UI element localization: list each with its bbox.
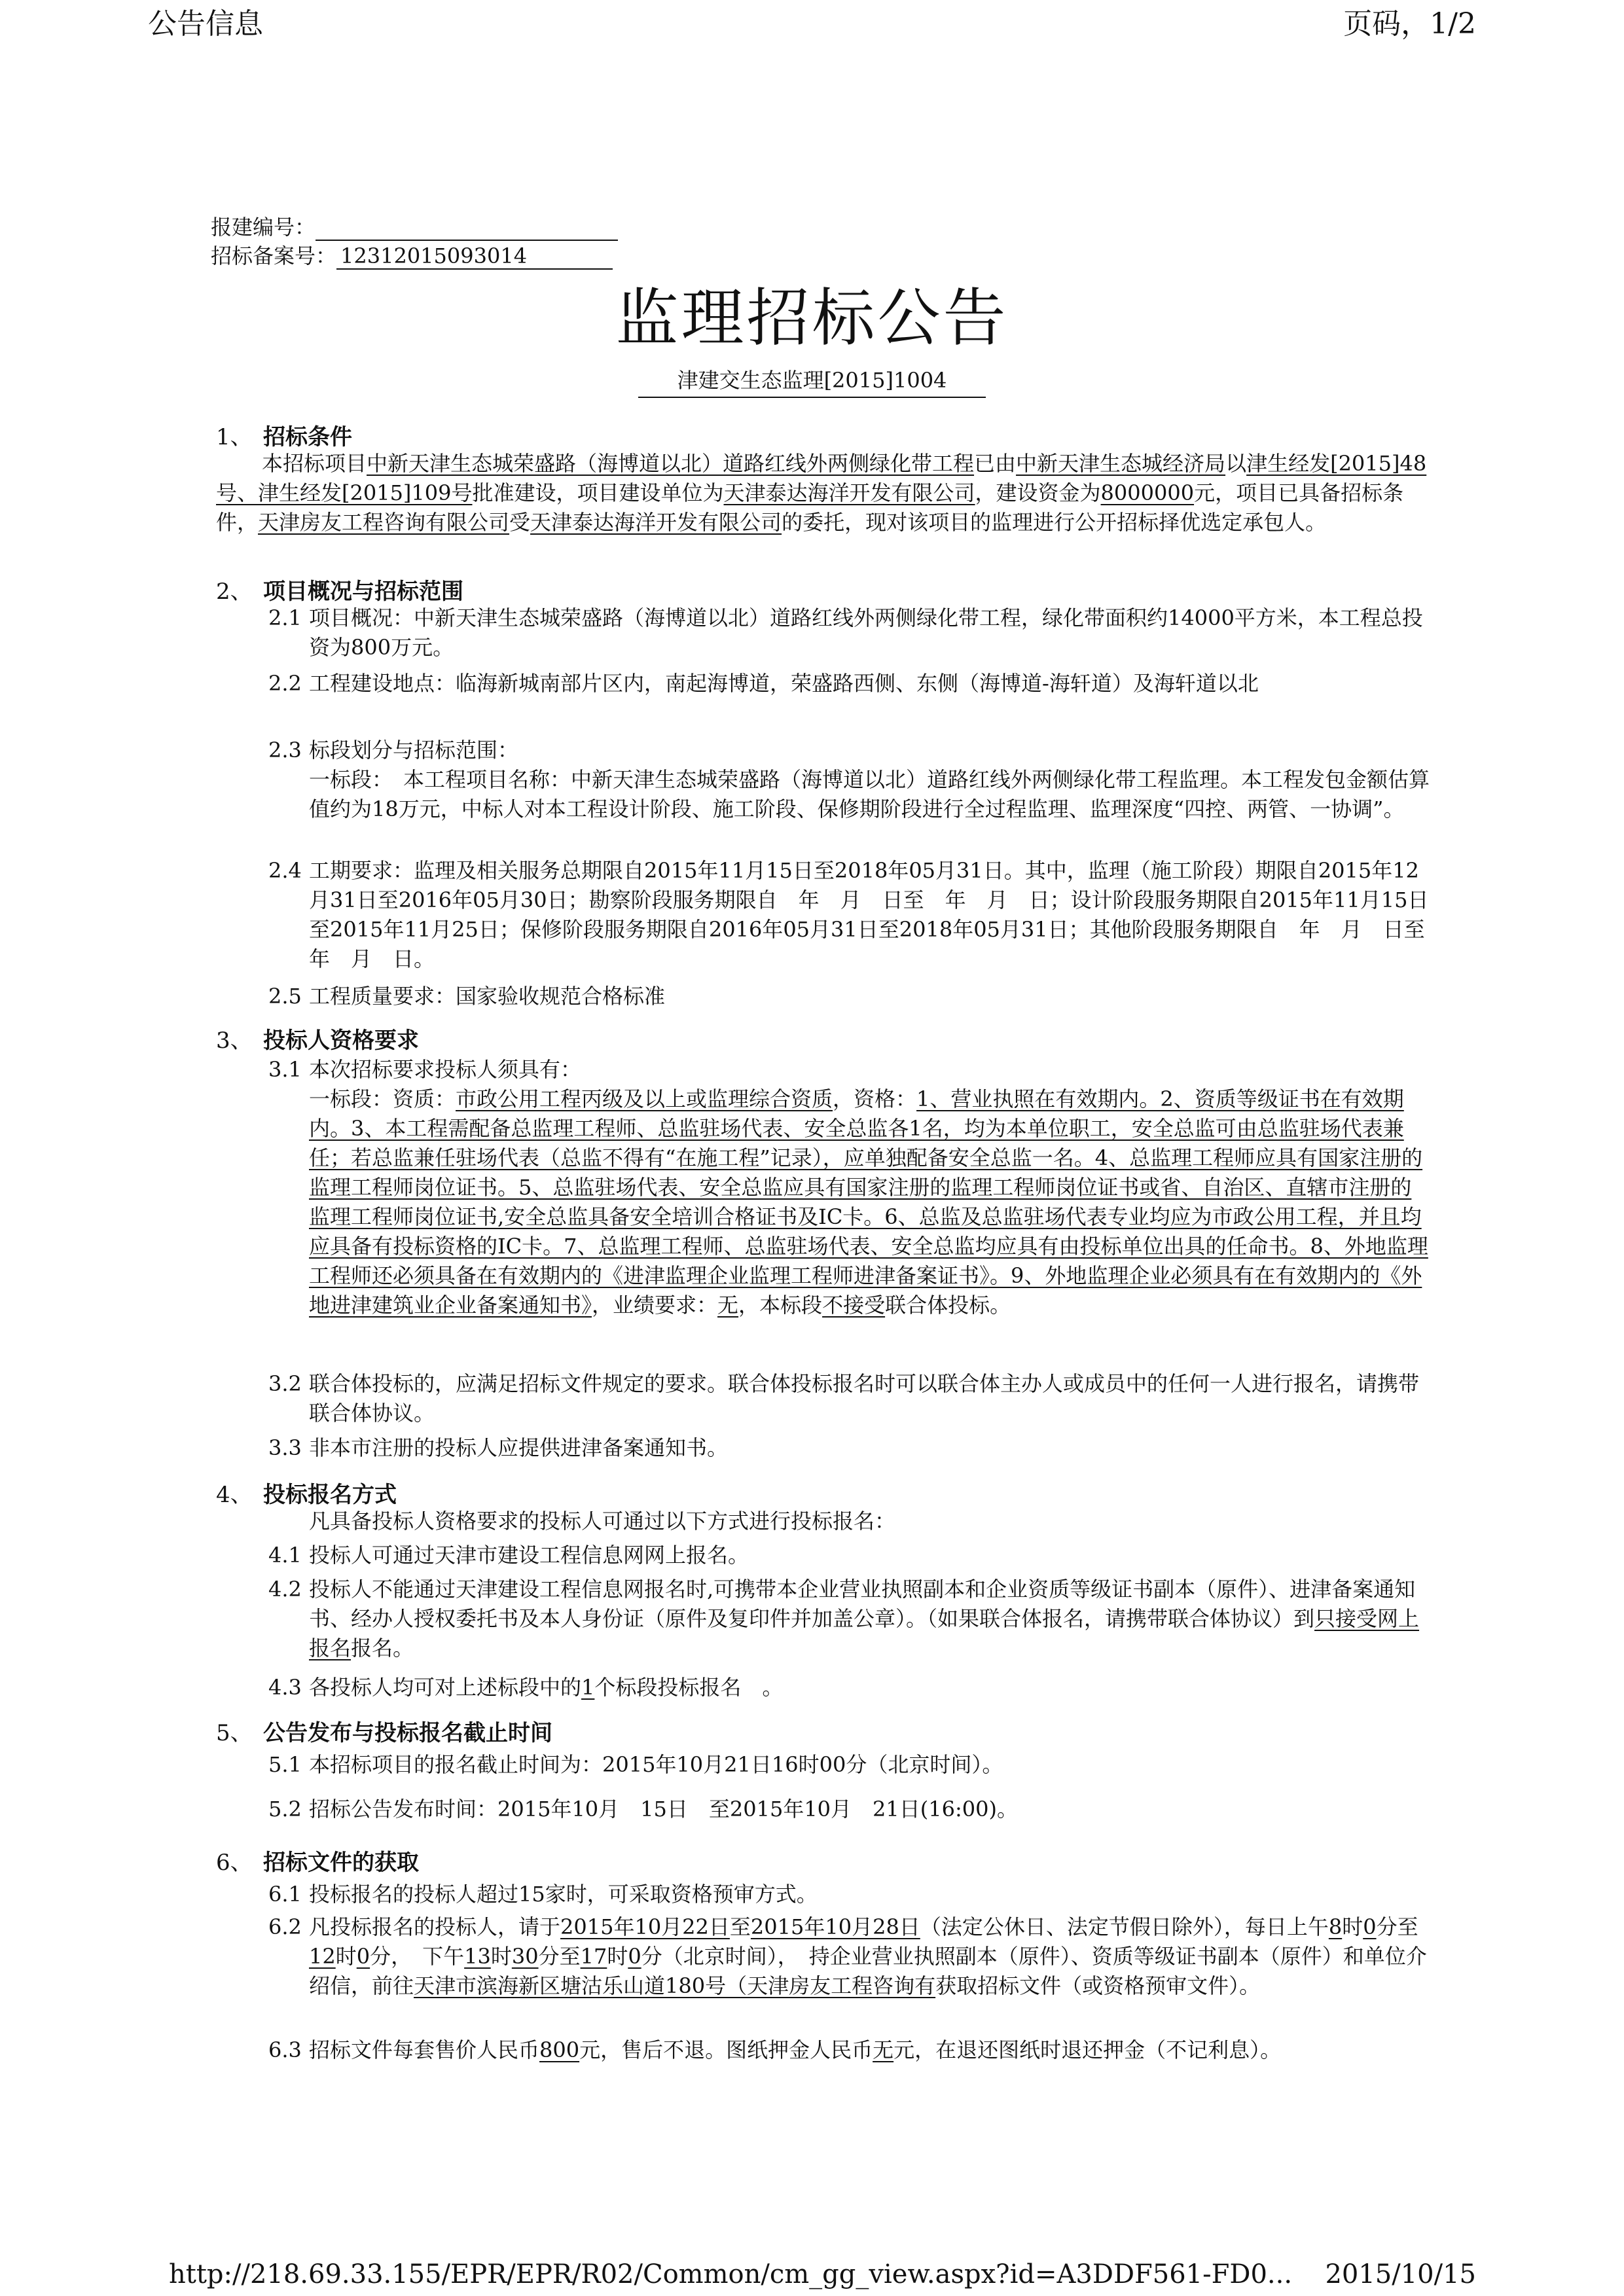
item-3-3: 3.3 非本市注册的投标人应提供进津备案通知书。 — [268, 1435, 729, 1460]
item-3-1: 3.1 本次招标要求投标人须具有： 一标段：资质：市政公用工程丙级及以上或监理综合资质，资格：1、营业执照在有效期内。2、资质等级证书在有效期内。3、本工程需配备总监理工程师、总监驻场代表、安全总监各1名，均为本单位职工，安全总监可由总监驻场代表兼任；若总监兼任驻场代表（总监不得有“在施工程”记录），应单独配备安全总监一名。4、总监理工程师应具有国家注册的监理工程师岗位证书。5、总监驻场代表、安全总监应具有国家注册的监理工程师岗位证书或省、自治区、直辖市注册的监理工程师岗位证书,安全总监具备安全培训合格证书及IC卡。6、总监及总监驻场代表专业均应为市政公用工程，并且均应具备有投标资格的IC卡。7、总监理工程师、总监驻场代表、安全总监均应具有由投标单位出具的任命书。8、外地监理工程师还必须具备在有效期内的《进津监理企业监理工程师进津备案证书》。9、外地监理企业必须具有在有效期内的《外地进津建筑业企业备案通知书》，业绩要求：无，本标段不接受联合体投标。 — [268, 1057, 1428, 1318]
project-name: 中新天津生态城荣盛路（海博道以北）道路红线外两侧绿化带工程 — [367, 451, 975, 476]
registration-place: 只接受网上报名 — [309, 1606, 1420, 1660]
lot-count: 1 — [581, 1675, 595, 1700]
consortium: 不接受 — [822, 1293, 886, 1318]
item-5-1: 5.1 本招标项目的报名截止时间为：2015年10月21日16时00分（北京时间）。 — [268, 1752, 1003, 1777]
fund: 8000000 — [1100, 480, 1195, 505]
item-4-3: 4.3 各投标人均可对上述标段中的1个标段投标报名 。 — [268, 1675, 784, 1700]
baojian-label: 报建编号： — [211, 215, 316, 240]
section-4-title: 投标报名方式 — [263, 1482, 397, 1508]
performance: 无 — [717, 1293, 739, 1318]
section-3-num: 3、 — [216, 1028, 253, 1054]
item-4-1: 4.1 投标人可通过天津市建设工程信息网网上报名。 — [268, 1543, 749, 1568]
header-left: 公告信息 — [148, 7, 263, 41]
date-from: 2015年10月22日 — [560, 1914, 730, 1939]
section-4-num: 4、 — [216, 1482, 253, 1508]
section-5-heading — [216, 1715, 552, 1747]
section-3-heading — [216, 1022, 419, 1054]
item-4-2: 4.2 投标人不能通过天津建设工程信息网报名时,可携带本企业营业执照副本和企业资质等级证书副本（原件）、进津备案通知书、经办人授权委托书及本人身份证（原件及复印件并加盖公章）。（如果联合体报名，请携带联合体协议）到只接受网上报名报名。 — [268, 1577, 1420, 1660]
qualification: 市政公用工程丙级及以上或监理综合资质 — [456, 1086, 833, 1111]
section-4-heading — [216, 1477, 397, 1509]
section-1-body: 本招标项目中新天津生态城荣盛路（海博道以北）道路红线外两侧绿化带工程已由中新天津生态城经济局以津生经发[2015]48号、津生经发[2015]109号批准建设，项目建设单位为天津泰达海洋开发有限公司，建设资金为8000000元，项目已具备招标条件，天津房友工程咨询有限公司受天津泰达海洋开发有限公司的委托，现对该项目的监理进行公开招标择优选定承包人。 — [216, 451, 1427, 535]
address: 天津市滨海新区塘沽乐山道180号（天津房友工程咨询有 — [414, 1973, 936, 1998]
approval-doc: 津生经发[2015]48号、津生经发[2015]109号 — [216, 451, 1427, 505]
item-2-4: 2.4 工期要求：监理及相关服务总期限自2015年11月15日至2018年05月31日。其中，监理（施工阶段）期限自2015年12月31日至2016年05月30日；勘察阶段服务期限自 年 月 日至 年 月 日；设计阶段服务期限自2015年11月15日至2015年11月25日；保修阶段服务期限自2016年05月31日至2018年05月31日；其他阶段服务期限自 年 月 日至 年 月 日。 — [268, 858, 1446, 971]
item-6-2: 6.2 凡投标报名的投标人，请于2015年10月22日至2015年10月28日（法定公休日、法定节假日除外），每日上午8时0分至12时0分， 下午13时30分至17时0分（北京时间）， 持企业营业执照副本（原件）、资质等级证书副本（原件）和单位介绍信，前往天津市滨海新区塘沽乐山道180号（天津房友工程咨询有获取招标文件（或资格预审文件）。 — [268, 1914, 1427, 1998]
baojian-value — [316, 220, 618, 241]
page-counter: 页码，1/2 — [1343, 7, 1476, 41]
section-1-num: 1、 — [216, 424, 253, 450]
client: 天津泰达海洋开发有限公司 — [530, 510, 782, 535]
item-2-5: 2.5 工程质量要求：国家验收规范合格标准 — [268, 984, 666, 1009]
agent: 天津房友工程咨询有限公司 — [258, 510, 510, 535]
beian-label: 招标备案号： — [211, 243, 337, 268]
item-5-2: 5.2 招标公告发布时间：2015年10月 15日 至2015年10月 21日(16:00)。 — [268, 1797, 1018, 1821]
requirements: 1、营业执照在有效期内。2、资质等级证书在有效期内。3、本工程需配备总监理工程师、总监驻场代表、安全总监各1名，均为本单位职工，安全总监可由总监驻场代表兼任；若总监兼任驻场代表（总监不得有“在施工程”记录），应单独配备安全总监一名。4、总监理工程师应具有国家注册的监理工程师岗位证书。5、总监驻场代表、安全总监应具有国家注册的监理工程师岗位证书或省、自治区、直辖市注册的监理工程师岗位证书,安全总监具备安全培训合格证书及IC卡。6、总监及总监驻场代表专业均应为市政公用工程，并且均应具备有投标资格的IC卡。7、总监理工程师、总监驻场代表、安全总监均应具有由投标单位出具的任命书。8、外地监理工程师还必须具备在有效期内的《进津监理企业监理工程师进津备案证书》。9、外地监理企业必须具有在有效期内的《外地进津建筑业企业备案通知书》 — [309, 1086, 1428, 1318]
date-to: 2015年10月28日 — [750, 1914, 920, 1939]
price: 800 — [539, 2037, 580, 2062]
section-6-title: 招标文件的获取 — [263, 1850, 419, 1876]
beian-value: 12312015093014 — [336, 243, 613, 270]
page-title: 监理招标公告 — [615, 281, 1009, 355]
section-6-heading — [216, 1844, 419, 1876]
owner: 天津泰达海洋开发有限公司 — [723, 480, 975, 505]
section-5-title: 公告发布与投标报名截止时间 — [263, 1720, 552, 1746]
deposit: 无 — [873, 2037, 894, 2062]
doc-number: 津建交生态监理[2015]1004 — [638, 364, 986, 398]
section-5-num: 5、 — [216, 1720, 253, 1746]
item-3-2: 3.2 联合体投标的，应满足招标文件规定的要求。联合体投标报名时可以联合体主办人或成员中的任何一人进行报名，请携带联合体协议。 — [268, 1371, 1420, 1426]
baojian-row — [211, 211, 618, 241]
item-6-1: 6.1 投标报名的投标人超过15家时，可采取资格预审方式。 — [268, 1882, 818, 1907]
item-2-2: 2.2 工程建设地点：临海新城南部片区内，南起海博道，荣盛路西侧、东侧（海博道-海轩道）及海轩道以北 — [268, 671, 1259, 696]
section-2-heading — [216, 573, 463, 605]
item-6-3: 6.3 招标文件每套售价人民币800元，售后不退。图纸押金人民币无元，在退还图纸时退还押金（不记利息）。 — [268, 2037, 1282, 2062]
item-2-1: 2.1 项目概况：中新天津生态城荣盛路（海博道以北）道路红线外两侧绿化带工程，绿化带面积约14000平方米，本工程总投资为800万元。 — [268, 605, 1423, 660]
beian-row — [211, 240, 613, 270]
section-6-num: 6、 — [216, 1850, 253, 1876]
doc-number-row — [0, 364, 1624, 398]
section-3-title: 投标人资格要求 — [263, 1028, 419, 1054]
section-1-title: 招标条件 — [263, 424, 352, 450]
footer-date: 2015/10/15 — [1325, 2259, 1476, 2289]
approver: 中新天津生态城经济局 — [1016, 451, 1226, 476]
section-4-intro: 凡具备投标人资格要求的投标人可通过以下方式进行投标报名： — [309, 1509, 896, 1534]
section-2-title: 项目概况与招标范围 — [263, 579, 463, 605]
footer-url: http://218.69.33.155/EPR/EPR/R02/Common/cm_gg_view.aspx?id=A3DDF561-FD0... — [169, 2259, 1293, 2289]
section-1-heading — [216, 419, 352, 451]
item-2-3: 2.3 标段划分与招标范围： 一标段： 本工程项目名称：中新天津生态城荣盛路（海博道以北）道路红线外两侧绿化带工程监理。本工程发包金额估算值约为18万元，中标人对本工程设计阶段、施工阶段、保修期阶段进行全过程监理、监理深度“四控、两管、一协调”。 — [268, 738, 1430, 821]
section-2-num: 2、 — [216, 579, 253, 605]
